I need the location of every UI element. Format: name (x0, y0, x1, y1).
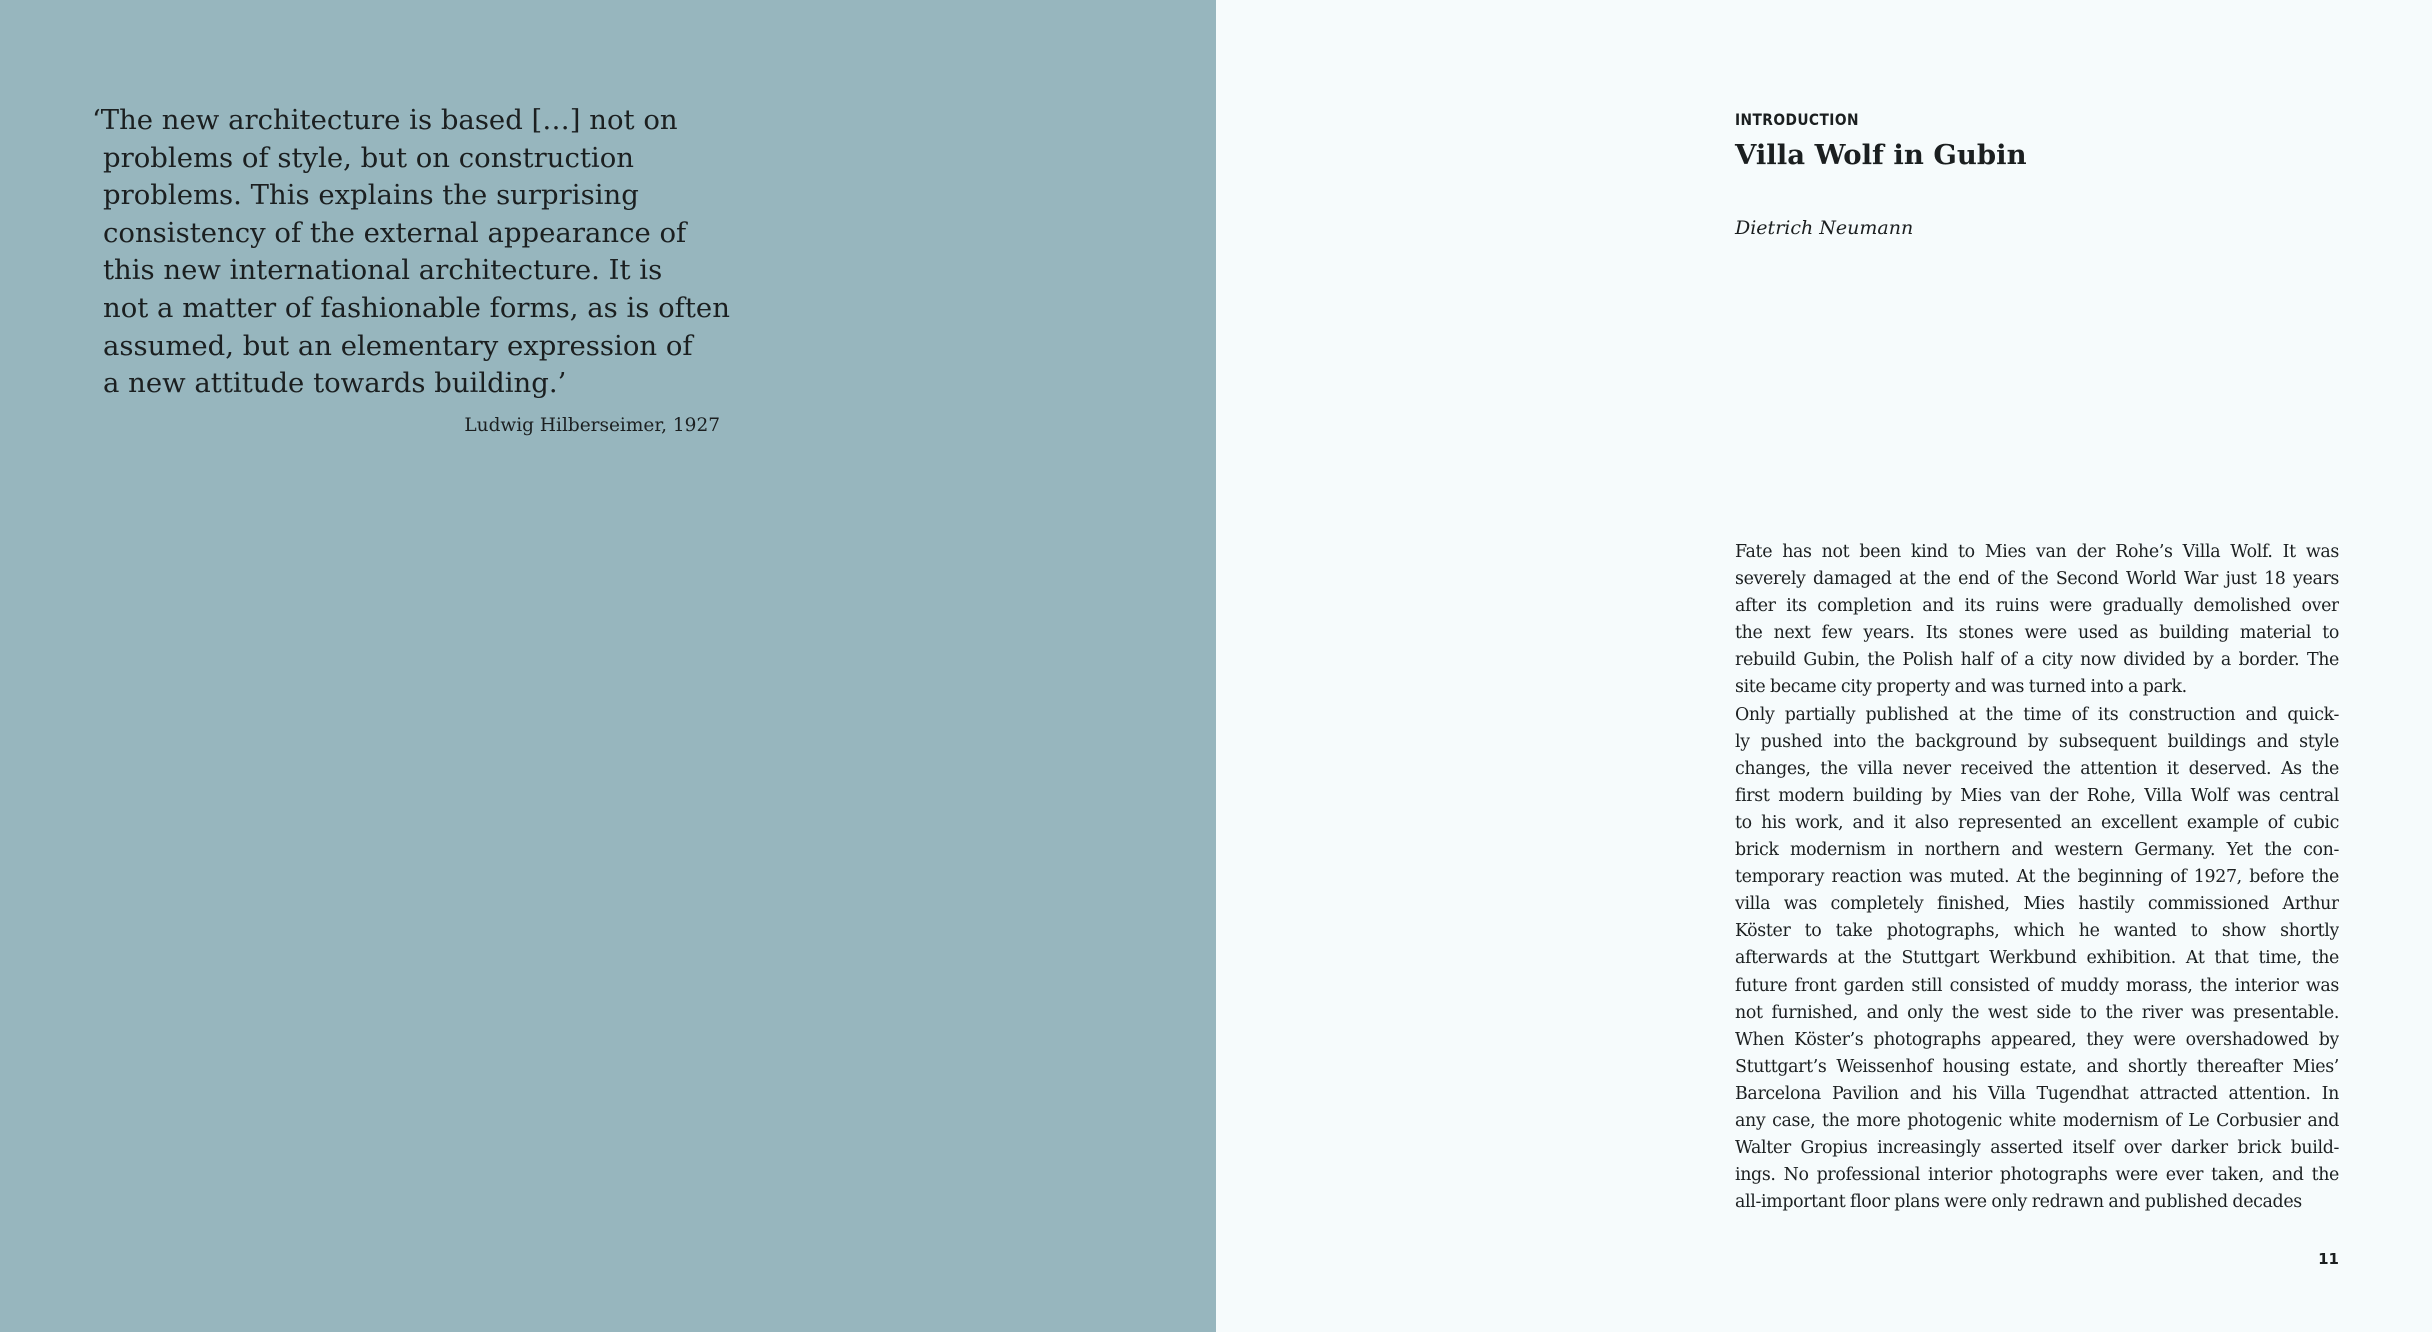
body-line: the next few years. Its stones were used as building material to (1735, 623, 2339, 644)
body-text (1735, 539, 2339, 1216)
chapter-title: Villa Wolf in Gubin (1735, 139, 2027, 171)
body-line: Only partially published at the time of its construction and quick- (1735, 704, 2339, 725)
body-line: Walter Gropius increasingly asserted itself over darker brick build- (1735, 1138, 2339, 1159)
body-line: changes, the villa never received the attention it deserved. As the (1735, 758, 2339, 779)
body-line: afterwards at the Stuttgart Werkbund exhibition. At that time, the (1735, 948, 2339, 969)
body-line: ly pushed into the background by subsequent buildings and style (1735, 731, 2339, 752)
quote-line: this new international architecture. It is (103, 254, 663, 287)
body-line: temporary reaction was muted. At the beginning of 1927, before the (1735, 867, 2339, 888)
body-line: brick modernism in northern and western Germany. Yet the con- (1735, 840, 2339, 861)
body-line: severely damaged at the end of the Second World War just 18 years (1735, 569, 2339, 590)
body-line: ings. No professional interior photographs were ever taken, and the (1735, 1165, 2339, 1186)
body-line: after its completion and its ruins were gradually demolished over (1735, 596, 2339, 617)
body-line: to his work, and it also represented an excellent example of cubic (1735, 812, 2339, 833)
body-line: rebuild Gubin, the Polish half of a city now divided by a border. The (1735, 650, 2339, 671)
quote-line: problems. This explains the surprising (103, 179, 639, 212)
quote-line: a new attitude towards building.’ (103, 367, 567, 400)
quote-line: problems of style, but on construction (103, 141, 634, 174)
body-line: Stuttgart’s Weissenhof housing estate, and shortly thereafter Mies’ (1735, 1056, 2339, 1077)
section-kicker: INTRODUCTION (1735, 110, 1859, 129)
quote-attribution: Ludwig Hilberseimer, 1927 (464, 415, 720, 436)
body-line: Köster to take photographs, which he wanted to show shortly (1735, 921, 2339, 942)
body-line: villa was completely finished, Mies hastily commissioned Arthur (1735, 894, 2339, 915)
epigraph-quote (92, 102, 732, 403)
right-page (1216, 0, 2432, 1332)
body-line: site became city property and was turned into a park. (1735, 677, 2187, 698)
body-line: When Köster’s photographs appeared, they were overshadowed by (1735, 1029, 2339, 1050)
page-number: 11 (2318, 1250, 2339, 1268)
body-line: any case, the more photogenic white modernism of Le Corbusier and (1735, 1110, 2339, 1131)
body-line: not furnished, and only the west side to the river was presentable. (1735, 1002, 2339, 1023)
body-line: future front garden still consisted of muddy morass, the interior was (1735, 975, 2339, 996)
body-line: all-important floor plans were only redrawn and published decades (1735, 1192, 2302, 1213)
chapter-author: Dietrich Neumann (1735, 217, 1914, 239)
body-line: Fate has not been kind to Mies van der Rohe’s Villa Wolf. It was (1735, 542, 2339, 562)
quote-line: assumed, but an elementary expression of (103, 329, 693, 362)
body-line: Barcelona Pavilion and his Villa Tugendhat attracted attention. In (1735, 1083, 2339, 1104)
quote-line: not a matter of fashionable forms, as is often (103, 291, 730, 324)
body-line: first modern building by Mies van der Rohe, Villa Wolf was central (1735, 785, 2339, 806)
quote-line: consistency of the external appearance of (103, 216, 687, 249)
quote-line: ‘The new architecture is based […] not on (92, 104, 678, 136)
